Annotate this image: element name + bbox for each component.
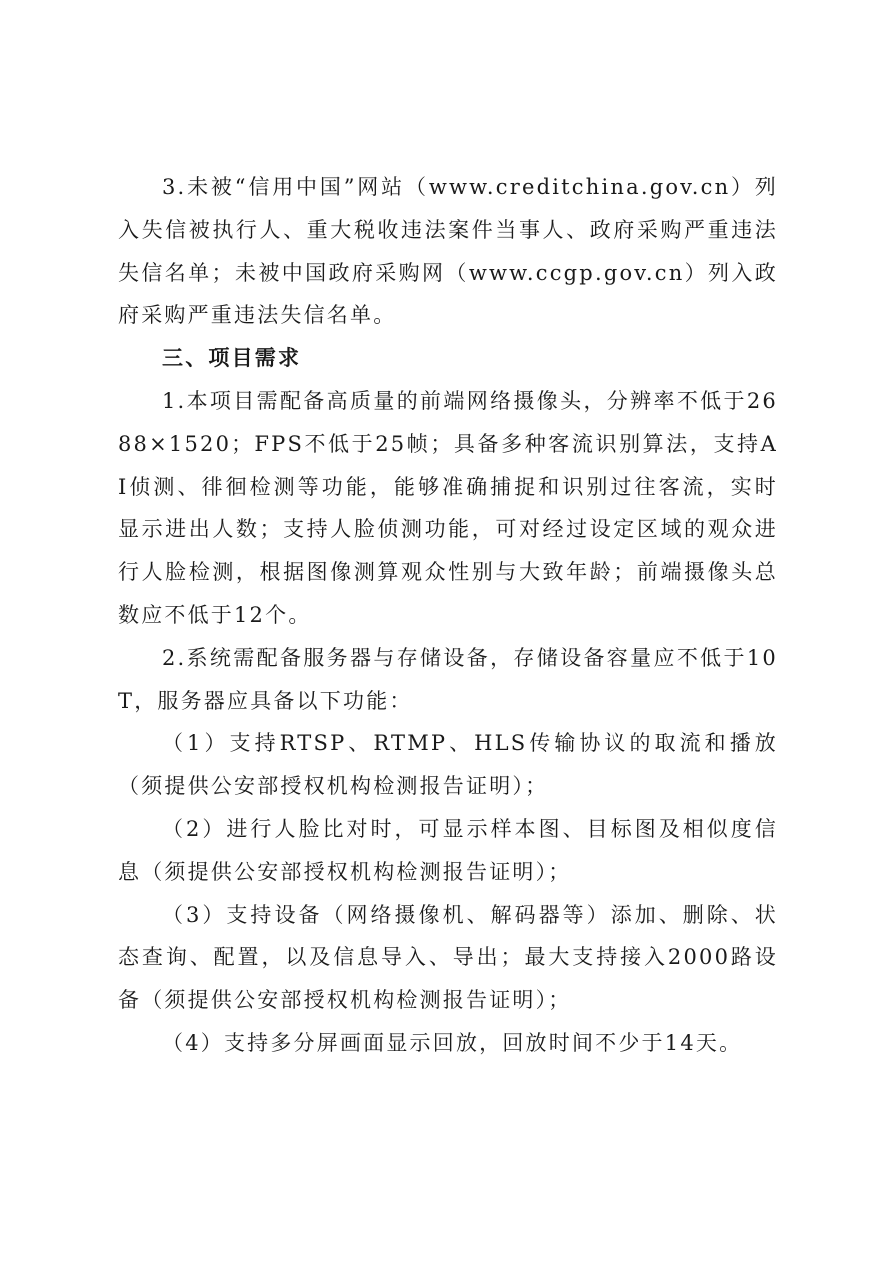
document-body [118, 166, 778, 1065]
section-heading-project-requirements: 三、项目需求 [162, 346, 302, 371]
paragraph-server-function-2: （2）进行人脸比对时，可显示样本图、目标图及相似度信息（须提供公安部授权机构检测报告证明）； [118, 816, 778, 884]
paragraph-server-function-1: （1）支持RTSP、RTMP、HLS传输协议的取流和播放（须提供公安部授权机构检测报告证明）； [118, 731, 778, 799]
paragraph-requirement-1: 1.本项目需配备高质量的前端网络摄像头，分辨率不低于2688×1520；FPS不低于25帧；具备多种客流识别算法，支持AI侦测、徘徊检测等功能，能够准确捕捉和识别过往客流，实时显示进出人数；支持人脸侦测功能，可对经过设定区域的观众进行人脸检测，根据图像测算观众性别与大致年龄；前端摄像头总数应不低于12个。 [118, 388, 778, 627]
paragraph-server-function-4: （4）支持多分屏画面显示回放，回放时间不少于14天。 [162, 1030, 743, 1055]
paragraph-server-function-3: （3）支持设备（网络摄像机、解码器等）添加、删除、状态查询、配置，以及信息导入、导出；最大支持接入2000路设备（须提供公安部授权机构检测报告证明）； [118, 902, 778, 1013]
paragraph-eligibility-3: 3.未被“信用中国”网站（www.creditchina.gov.cn）列入失信被执行人、重大税收违法案件当事人、政府采购严重违法失信名单；未被中国政府采购网（www.ccgp.gov.cn）列入政府采购严重违法失信名单。 [118, 175, 778, 328]
paragraph-requirement-2: 2.系统需配备服务器与存储设备，存储设备容量应不低于10T，服务器应具备以下功能： [118, 645, 778, 713]
